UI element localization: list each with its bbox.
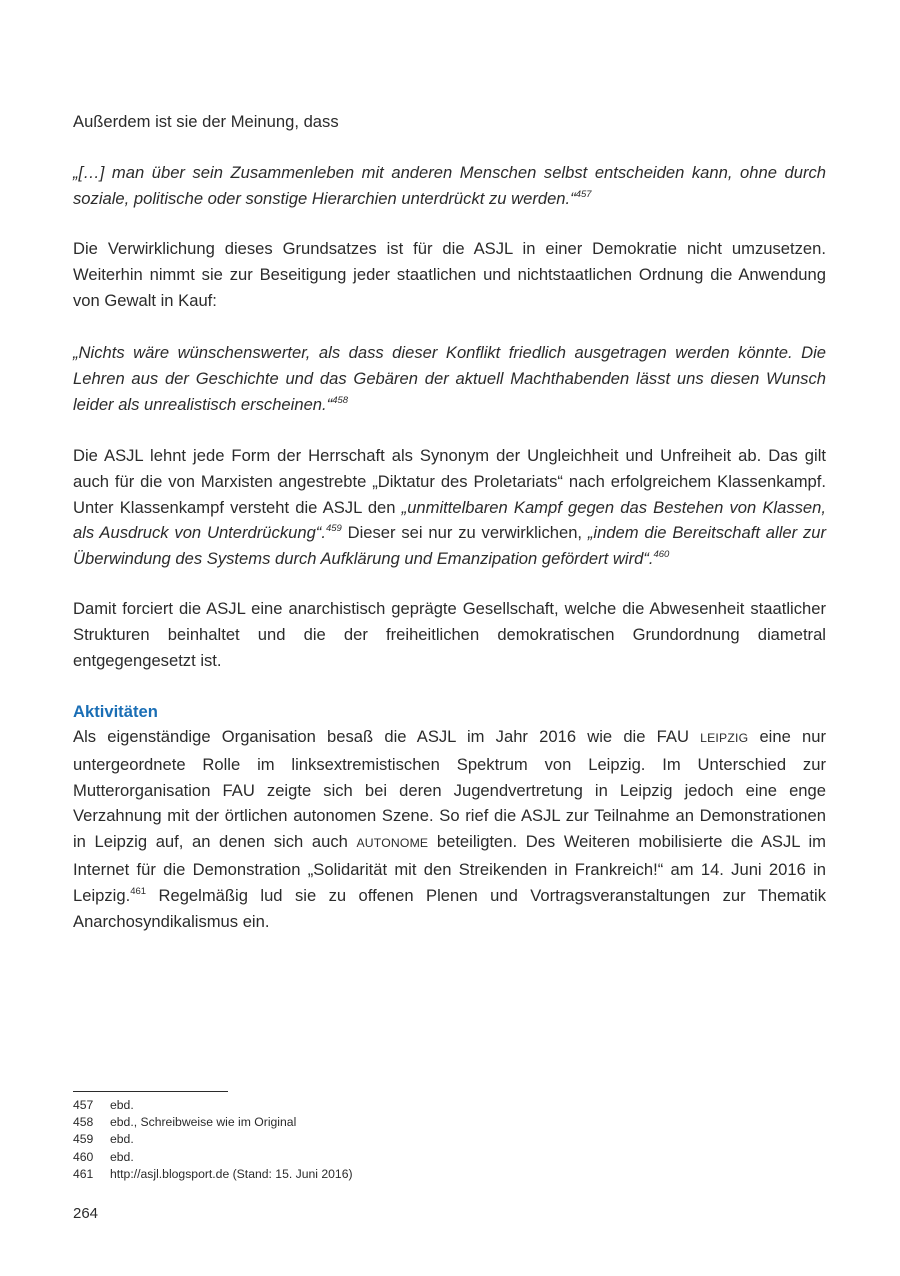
footnote-number: 459 bbox=[73, 1132, 94, 1147]
footnote-ref-458[interactable]: 458 bbox=[332, 394, 349, 406]
footnote-text: ebd. bbox=[110, 1149, 134, 1164]
footnote-number: 460 bbox=[73, 1149, 94, 1164]
text-run: Regelmäßig lud sie zu offenen Plenen und Vortragsveranstaltungen zur Thematik Anarchosyndikalismus ein. bbox=[73, 885, 826, 931]
footnote-ref-460[interactable]: 460 bbox=[653, 549, 670, 561]
quote-text: „Nichts wäre wünschenswerter, als dass dieser Konflikt friedlich ausgetragen werden könnte. Die Lehren aus der Geschichte und das Gebären der aktuell Machthabenden lässt uns diesen Wunsch leider als unrealistisch erscheinen.“ bbox=[73, 343, 826, 414]
footnote-ref-457[interactable]: 457 bbox=[575, 188, 592, 200]
quote-457 bbox=[73, 160, 826, 212]
footnote-text: ebd. bbox=[110, 1132, 134, 1147]
text-run: eine nur untergeordnete Rolle im linksextremistischen Spektrum von Leipzig. Im Unterschied zur Mutterorganisation FAU zeigte sich bei deren Jugendvertretung in Leipzig jedoch eine enge Verzahnung mit der örtlichen autonomen Szene. So rief die ASJL zur Teilnahme an Demonstrationen in Leipzig auf, an denen sich auch bbox=[73, 727, 826, 852]
text-run: Die ASJL lehnt jede Form der Herrschaft als Synonym der Ungleichheit und Unfreiheit ab. Das gilt auch für die von Marxisten angestrebte „Diktatur des Proletariats“ nach erfolgreichem Klassenkampf. Unter Klassenkampf versteht die ASJL den bbox=[73, 446, 826, 517]
paragraph-activities bbox=[73, 724, 826, 934]
footnote-text: ebd., Schreibweise wie im Original bbox=[110, 1115, 297, 1130]
paragraph-class-struggle bbox=[73, 443, 826, 572]
text-run: Dieser sei nur zu verwirklichen, bbox=[341, 523, 588, 543]
text-run: Als eigenständige Organisation besaß die ASJL im Jahr 2016 wie die FAU bbox=[73, 727, 701, 746]
footnote-item bbox=[73, 1114, 353, 1131]
footnote-item bbox=[73, 1149, 353, 1166]
footnotes bbox=[73, 1097, 353, 1183]
footnote-ref-459[interactable]: 459 bbox=[325, 523, 342, 535]
footnote-item bbox=[73, 1097, 353, 1114]
footnote-text: ebd. bbox=[110, 1098, 134, 1112]
text-run: beteiligten. Des Weiteren mobilisierte die ASJL im Internet für die Demonstration „Solidarität mit den Streikenden in Frankreich!“ am 14. Juni 2016 in Leipzig. bbox=[73, 832, 827, 905]
paragraph-democracy: Die Verwirklichung dieses Grundsatzes ist für die ASJL in einer Demokratie nicht umzusetzen. Weiterhin nimmt sie zur Beseitigung jeder staatlichen und nichtstaatlichen Ordnung die Anwendung von Gewalt in Kauf: bbox=[73, 239, 826, 310]
quote-text: „[…] man über sein Zusammenleben mit anderen Menschen selbst entscheiden kann, ohne durch soziale, politische oder sonstige Hierarchien unterdrückt zu werden.“ bbox=[73, 163, 826, 208]
paragraph-anarchist-society: Damit forciert die ASJL eine anarchistisch geprägte Gesellschaft, welche die Abwesenheit staatlicher Strukturen beinhaltet und die der freiheitlichen demokratischen Grundordnung diametral entgegengesetzt ist. bbox=[73, 599, 826, 670]
footnote-number: 461 bbox=[73, 1166, 94, 1181]
footnote-separator bbox=[73, 1091, 228, 1092]
paragraph-intro: Außerdem ist sie der Meinung, dass bbox=[73, 112, 339, 131]
inline-quote: „indem die Bereitschaft aller zur Überwindung des Systems durch Aufklärung und Emanzipation gefördert wird“. bbox=[73, 523, 827, 569]
footnote-item bbox=[73, 1166, 353, 1183]
page-number: 264 bbox=[73, 1205, 99, 1222]
footnote-ref-461[interactable]: 461 bbox=[130, 885, 147, 897]
footnote-item bbox=[73, 1131, 353, 1148]
quote-458 bbox=[73, 340, 826, 417]
inline-quote: „unmittelbaren Kampf gegen das Bestehen von Klassen, als Ausdruck von Unterdrückung“. bbox=[73, 497, 826, 543]
smallcaps-term: AUTONOME bbox=[356, 836, 429, 851]
footnote-number: 458 bbox=[73, 1115, 94, 1130]
footnote-link[interactable]: http://asjl.blogsport.de (Stand: 15. Juni 2016) bbox=[110, 1166, 353, 1181]
smallcaps-term: LEIPZIG bbox=[700, 731, 749, 745]
section-heading-activities: Aktivitäten bbox=[73, 702, 158, 721]
footnote-number: 457 bbox=[73, 1098, 94, 1112]
